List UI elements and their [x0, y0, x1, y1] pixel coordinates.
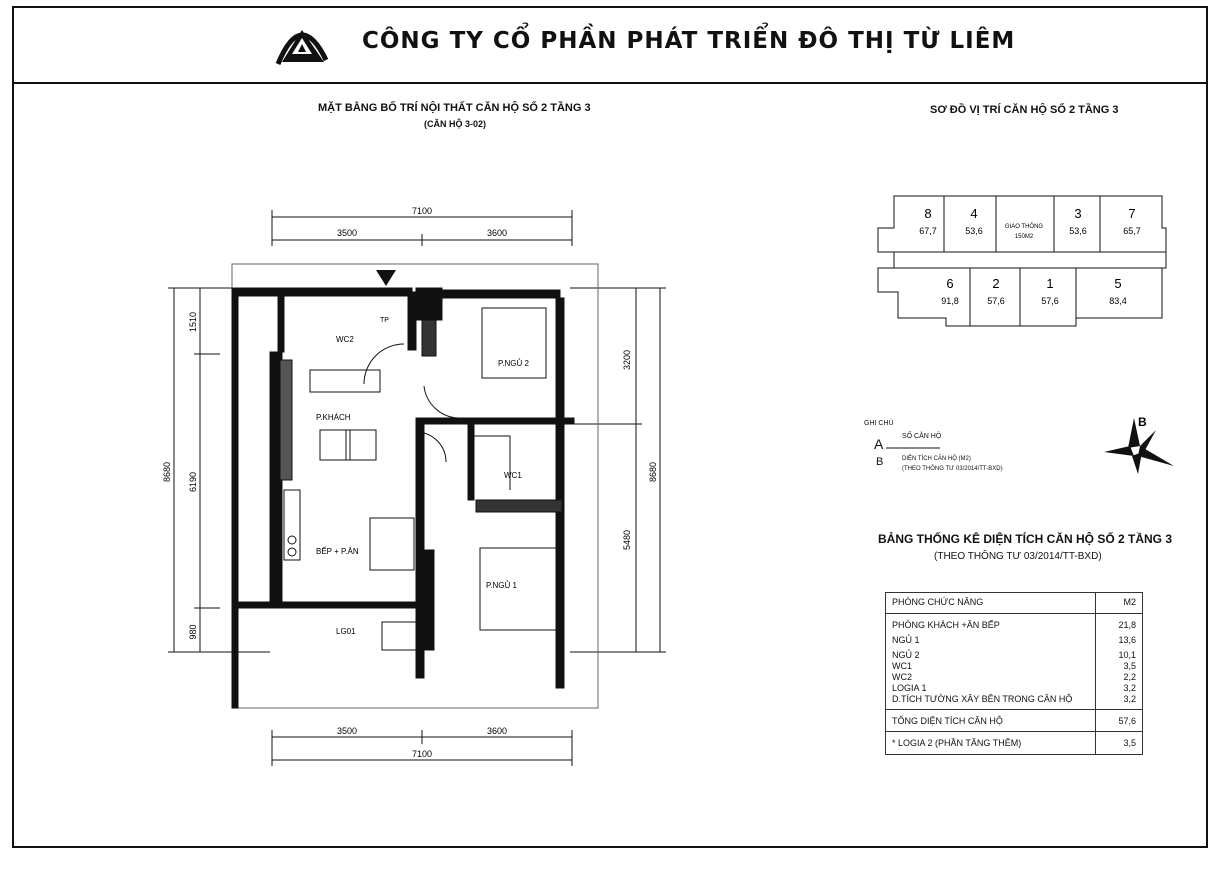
stats-row-value: 3,2: [1123, 694, 1136, 704]
dim-left-mid: 6190: [188, 471, 198, 493]
site-unit-3-area: 53,6: [1069, 226, 1087, 236]
floor-plan: [160, 200, 680, 770]
dim-right-bottom: 5480: [622, 529, 632, 551]
stats-row-name: NGỦ 1: [892, 635, 920, 645]
legend-b-text-2: (THEO THÔNG TƯ 03/2014/TT-BXD): [902, 466, 1003, 472]
dim-left-total: 8680: [162, 461, 172, 483]
plan-subtitle: (CĂN HỘ 3-02): [424, 119, 487, 129]
stats-header-row: [886, 593, 1143, 614]
site-title: SƠ ĐỒ VỊ TRÍ CĂN HỘ SỐ 2 TẦNG 3: [930, 104, 1119, 116]
site-unit-3-num: 3: [1074, 206, 1082, 221]
dim-bottom-right: 3600: [486, 726, 508, 736]
dim-top-right: 3600: [486, 228, 508, 238]
plan-title: MẶT BẰNG BỐ TRÍ NỘI THẤT CĂN HỘ SỐ 2 TẦNG 3: [318, 102, 591, 114]
stats-total-name: TỔNG DIỆN TÍCH CĂN HỘ: [886, 710, 1096, 732]
site-core-label: GIAO THÔNG: [1004, 224, 1044, 230]
stats-header-unit: M2: [1096, 593, 1143, 614]
legend-b-text-1: DIỆN TÍCH CĂN HỘ (M2): [902, 456, 971, 462]
legend-line-icon: [884, 438, 944, 478]
legend-title: GHI CHÚ: [864, 420, 894, 427]
stats-row-value: 2,2: [1123, 672, 1136, 682]
dim-right-total: 8680: [648, 461, 658, 483]
stats-row-name: WC1: [892, 661, 912, 671]
stats-row-value: 3,5: [1123, 661, 1136, 671]
legend-b: B: [876, 456, 884, 468]
stats-extra-value: 3,5: [1096, 732, 1143, 755]
stats-row-value: 13,6: [1118, 635, 1136, 645]
room-wc2: WC2: [336, 335, 354, 344]
site-unit-4-area: 53,6: [965, 226, 983, 236]
site-unit-4-num: 4: [970, 206, 978, 221]
room-p-ngu1: P.NGỦ 1: [486, 581, 517, 590]
dim-left-bottom: 980: [188, 624, 198, 640]
stats-row-name: WC2: [892, 672, 912, 682]
company-logo: [268, 12, 334, 72]
room-bep: BẾP + P.ĂN: [316, 547, 359, 556]
site-unit-2-num: 2: [992, 276, 1000, 291]
header-band: [12, 6, 1208, 84]
site-unit-7-num: 7: [1128, 206, 1136, 221]
stats-row-name: D.TÍCH TƯỜNG XÂY BÊN TRONG CĂN HỘ: [892, 694, 1073, 704]
stats-row-value: 10,1: [1118, 650, 1136, 660]
stats-row-name: LOGIA 1: [892, 683, 927, 693]
stats-total-value: 57,6: [1096, 710, 1143, 732]
site-plan: [874, 192, 1174, 332]
stats-total-row: [886, 710, 1143, 732]
dim-left-top: 1510: [188, 311, 198, 333]
site-unit-1-area: 57,6: [1041, 296, 1059, 306]
stats-body-row: [886, 614, 1143, 710]
stats-row-value: 21,8: [1118, 620, 1136, 630]
stats-row-name: NGỦ 2: [892, 650, 920, 660]
room-lg01: LG01: [336, 627, 356, 636]
stats-extra-name: * LOGIA 2 (PHẦN TĂNG THÊM): [886, 732, 1096, 755]
site-unit-8-area: 67,7: [919, 226, 937, 236]
site-unit-6-area: 91,8: [941, 296, 959, 306]
dim-bottom-left: 3500: [336, 726, 358, 736]
legend-a: A: [874, 436, 884, 452]
stats-names-cell: [886, 614, 1096, 710]
site-unit-1-num: 1: [1046, 276, 1054, 291]
site-unit-2-area: 57,6: [987, 296, 1005, 306]
stats-table: [885, 592, 1143, 755]
compass-icon: [1100, 412, 1180, 478]
compass-label: B: [1138, 415, 1147, 429]
site-unit-8-num: 8: [924, 206, 932, 221]
stats-subtitle: (THEO THÔNG TƯ 03/2014/TT-BXD): [934, 551, 1102, 562]
dim-top-total: 7100: [411, 206, 433, 216]
site-unit-5-num: 5: [1114, 276, 1122, 291]
stats-title: BẢNG THỐNG KÊ DIỆN TÍCH CĂN HỘ SỐ 2 TẦNG 3: [878, 532, 1173, 546]
dim-bottom-total: 7100: [411, 749, 433, 759]
stats-row-value: 3,2: [1123, 683, 1136, 693]
site-unit-7-area: 65,7: [1123, 226, 1141, 236]
site-core-area: 150M2: [1014, 234, 1034, 240]
dim-top-left: 3500: [336, 228, 358, 238]
entrance-arrow-icon: [376, 270, 396, 286]
room-p-khach: P.KHÁCH: [316, 413, 351, 422]
site-unit-5-area: 83,4: [1109, 296, 1127, 306]
room-p-ngu2: P.NGỦ 2: [498, 359, 529, 368]
stats-row-name: PHÒNG KHÁCH +ĂN BẾP: [892, 620, 1000, 630]
legend-a-text: SỐ CĂN HỘ: [902, 433, 942, 440]
stats-header-name: PHÒNG CHỨC NĂNG: [886, 593, 1096, 614]
site-unit-6-num: 6: [946, 276, 954, 291]
room-tp: TP: [380, 317, 389, 324]
company-name: CÔNG TY CỔ PHẦN PHÁT TRIỂN ĐÔ THỊ TỪ LIÊM: [362, 28, 1016, 54]
room-wc1: WC1: [504, 471, 522, 480]
stats-values-cell: [1096, 614, 1143, 710]
stats-extra-row: [886, 732, 1143, 755]
dim-right-top: 3200: [622, 349, 632, 371]
